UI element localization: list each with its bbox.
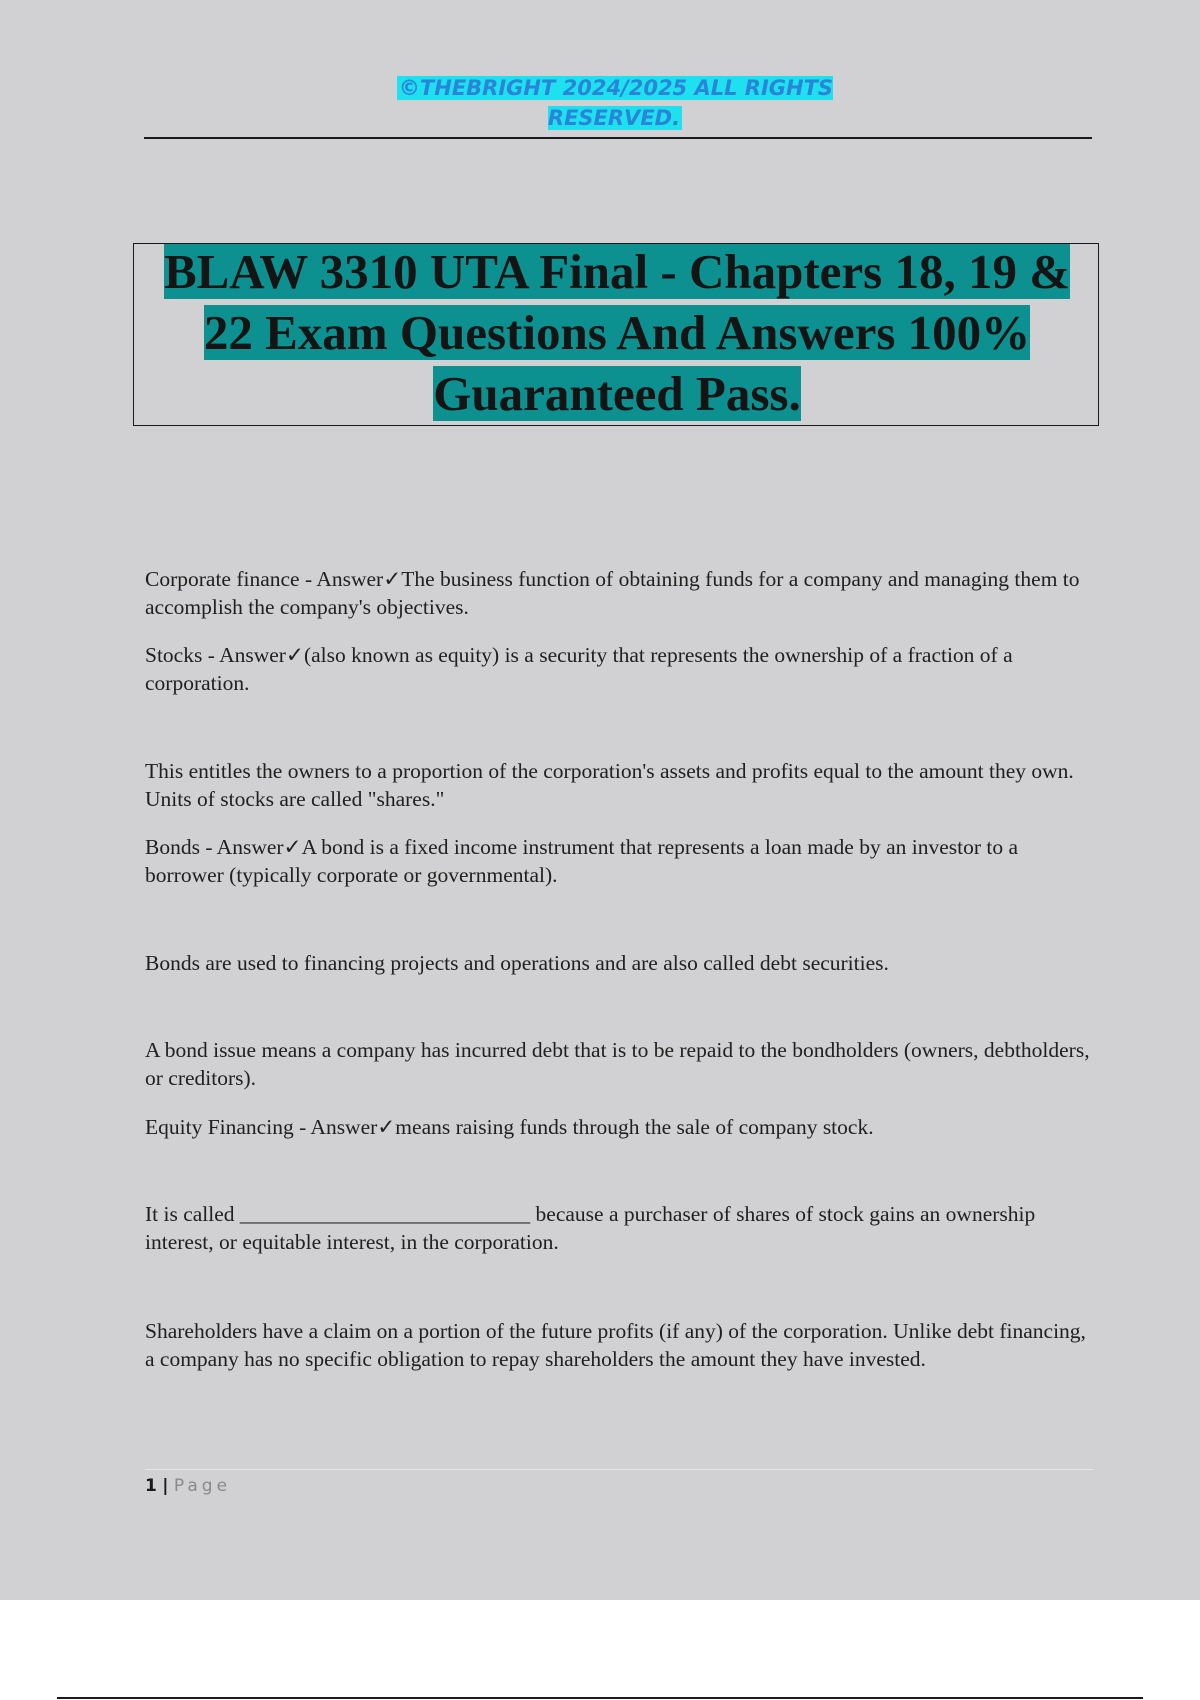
page-number-label: Page (173, 1476, 232, 1496)
footer-divider (145, 1469, 1093, 1470)
copyright-header (330, 73, 900, 133)
document-title-text: BLAW 3310 UTA Final - Chapters 18, 19 & 22 Exam Questions And Answers 100% Guaranteed Pass. (163, 244, 1071, 421)
paragraph-stocks: Stocks - Answer✓(also known as equity) is a security that represents the ownership of a fraction of a corporation. (145, 643, 1013, 695)
document-title (150, 241, 1084, 424)
paragraph-fill-in-blank: It is called ___________________________ because a purchaser of shares of stock gains an ownership interest, or equitable interest, in the corporation. (145, 1202, 1036, 1254)
paragraph-corporate-finance: Corporate finance - Answer✓The business function of obtaining funds for a company and managing them to accomplish the company's objectives. (145, 567, 1080, 619)
copyright-text: ©THEBRIGHT 2024/2025 ALL RIGHTS RESERVED. (398, 76, 834, 130)
paragraph-stocks-detail: This entitles the owners to a proportion of the corporation's assets and profits equal to the amount they own. Units of stocks are called "shares." (145, 759, 1074, 811)
paragraph-shareholders: Shareholders have a claim on a portion of the future profits (if any) of the corporation. Unlike debt financing, a company has no specific obligation to repay shareholders the amount they have invested. (145, 1319, 1086, 1371)
header-divider (144, 137, 1092, 139)
page-number-separator: | (162, 1476, 169, 1496)
paragraph-bonds: Bonds - Answer✓A bond is a fixed income instrument that represents a loan made by an investor to a borrower (typically corporate or governmental). (145, 835, 1019, 887)
paragraph-bonds-usage: Bonds are used to financing projects and operations and are also called debt securities. (145, 951, 889, 975)
next-page-rule (57, 1697, 1143, 1699)
page-number (145, 1474, 231, 1498)
paragraph-bond-issue: A bond issue means a company has incurred debt that is to be repaid to the bondholders (owners, debtholders, or creditors). (145, 1038, 1090, 1090)
page-number-value: 1 (145, 1476, 157, 1496)
paragraph-equity-financing: Equity Financing - Answer✓means raising funds through the sale of company stock. (145, 1115, 874, 1139)
